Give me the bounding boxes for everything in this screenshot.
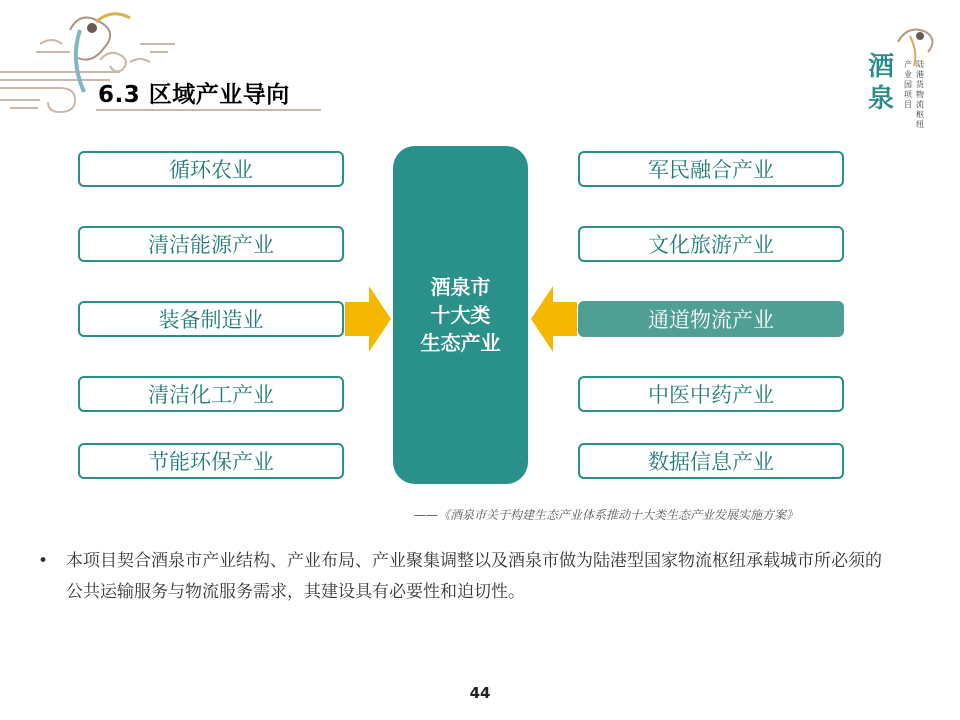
logo-char-1: 酒 — [868, 52, 895, 82]
industry-box-clean-energy: 清洁能源产业 — [78, 226, 344, 262]
logo-column-1: 产业园项目 — [904, 60, 912, 109]
bullet-marker: • — [38, 551, 49, 571]
page-number: 44 — [469, 684, 491, 702]
industry-box-equipment-manufacturing: 装备制造业 — [78, 301, 344, 337]
industry-box-energy-saving: 节能环保产业 — [78, 443, 344, 479]
industry-box-culture-tourism: 文化旅游产业 — [578, 226, 844, 262]
source-citation: ——《酒泉市关于构建生态产业体系推动十大类生态产业发展实施方案》 — [414, 508, 799, 522]
page-title: 6.3 区域产业导向 — [98, 82, 290, 108]
center-line-3: 生态产业 — [420, 331, 501, 355]
jiuquan-logo — [858, 22, 940, 129]
industry-box-military-civil: 军民融合产业 — [578, 151, 844, 187]
arrow-right-icon — [345, 286, 391, 352]
industry-box-circular-agriculture: 循环农业 — [78, 151, 344, 187]
center-line-1: 酒泉市 — [430, 275, 491, 299]
logo-char-2: 泉 — [868, 84, 895, 114]
center-ten-industries-box — [393, 146, 528, 484]
arrow-left-icon — [531, 286, 577, 352]
body-paragraph: 本项目契合酒泉市产业结构、产业布局、产业聚集调整以及酒泉市做为陆港型国家物流枢纽承载城市所必须的公共运输服务与物流服务需求，其建设具有必要性和迫切性。 — [66, 551, 882, 602]
industry-box-chinese-medicine: 中医中药产业 — [578, 376, 844, 412]
logo-column-2: 陆港货物流枢纽 — [916, 60, 924, 129]
industry-box-clean-chemical: 清洁化工产业 — [78, 376, 344, 412]
center-line-2: 十大类 — [430, 303, 491, 327]
industry-box-channel-logistics: 通道物流产业 — [578, 301, 844, 337]
industry-box-data-information: 数据信息产业 — [578, 443, 844, 479]
